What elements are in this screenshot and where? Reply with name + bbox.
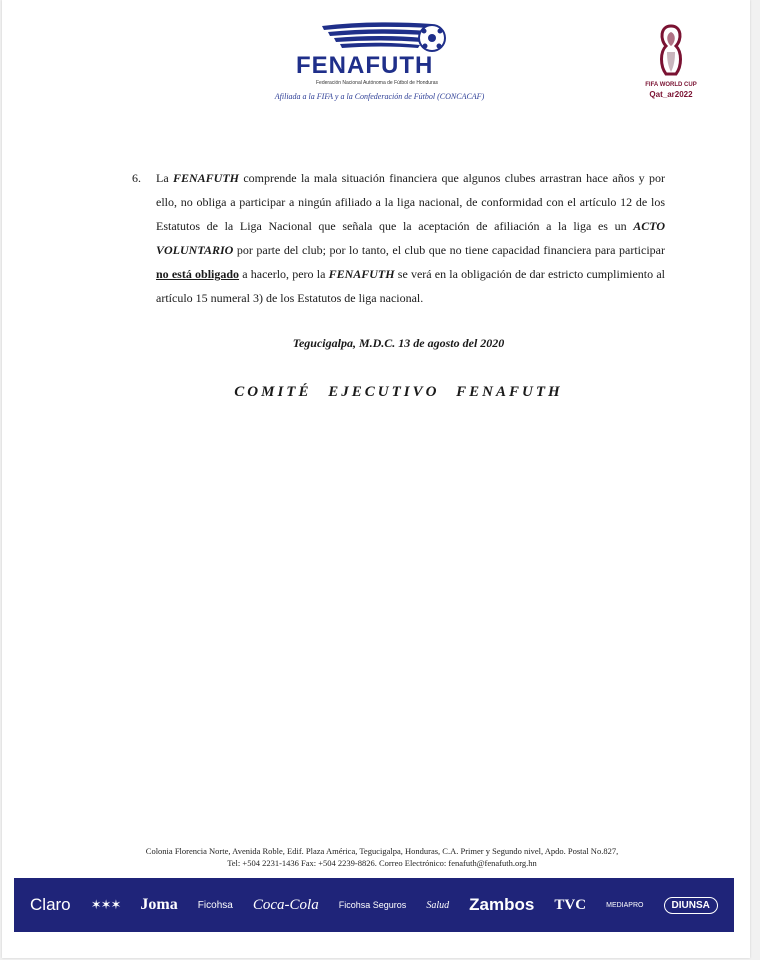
sponsor-diunsa: DIUNSA bbox=[664, 897, 718, 914]
sponsor-mediapro: MEDIAPRO bbox=[606, 901, 644, 909]
wc-title: FIFA WORLD CUP bbox=[645, 82, 697, 88]
sponsor-salud: Salud bbox=[426, 899, 450, 911]
paragraph-segment: comprende la mala situación financiera que algunos clubes arrastran hace años y por ello, no obliga a participar a ningún afiliado a la liga nacional, de conformidad con el artículo 12 de los Estatutos de la Liga Nacional que señala que la aceptación de afiliación a la liga es un bbox=[156, 171, 665, 233]
document-page bbox=[2, 0, 750, 958]
bold-fenafuth: FENAFUTH bbox=[172, 171, 239, 185]
footer-address: Colonia Florencia Norte, Avenida Roble, Edif. Plaza América, Tegucigalpa, Honduras, C.A. Primer y Segundo nivel, Apdo. Postal No.827, bbox=[145, 846, 619, 856]
paragraph-segment: La bbox=[156, 171, 173, 185]
sponsor-ficohsa: Ficohsa bbox=[197, 899, 233, 911]
sponsor-ficohsa-seguros: Ficohsa Seguros bbox=[338, 900, 407, 910]
committee-signature: COMITÉ EJECUTIVO FENAFUTH bbox=[234, 384, 563, 400]
footer-contact: Tel: +504 2231-1436 Fax: +504 2239-8826. Correo Electrónico: fenafuth@fenafuth.org.hn bbox=[227, 858, 537, 868]
date-line: Tegucigalpa, M.D.C. 13 de agosto del 2020 bbox=[292, 336, 505, 350]
paragraph-segment: se verá en la obligación de dar estricto cumplimiento al artículo 15 numeral 3) de los Estatutos de liga nacional. bbox=[156, 267, 665, 305]
clause-paragraph bbox=[156, 166, 665, 310]
affiliation-line: Afiliada a la FIFA y a la Confederación de Fútbol (CONCACAF) bbox=[274, 92, 485, 101]
sponsor-coca-cola: Coca-Cola bbox=[252, 896, 319, 913]
wc-subtitle: Qat_ar2022 bbox=[649, 90, 693, 99]
sponsor-zambos: Zambos bbox=[469, 895, 535, 914]
sponsor-honduras-mark-icon: ✶✶✶ bbox=[90, 897, 121, 912]
logo-text: FENAFUTH bbox=[296, 52, 434, 79]
swoosh-ball-icon bbox=[292, 18, 462, 54]
clause-number: 6. bbox=[132, 171, 141, 185]
underlined-no-obligado: no está obligado bbox=[156, 267, 240, 281]
sponsor-joma: Joma bbox=[140, 896, 178, 913]
paragraph-segment: a hacerlo, pero la bbox=[239, 267, 329, 281]
sponsor-tvc: TVC bbox=[554, 896, 587, 913]
paragraph-segment: por parte del club; por lo tanto, el club que no tiene capacidad financiera para participar bbox=[233, 243, 665, 257]
logo-subtitle: Federación Nacional Autónoma de Fútbol de Honduras bbox=[315, 80, 439, 86]
world-cup-logo bbox=[636, 22, 706, 102]
bold-fenafuth: FENAFUTH bbox=[328, 267, 395, 281]
fenafuth-logo bbox=[292, 18, 462, 88]
sponsor-claro: Claro bbox=[30, 895, 71, 914]
sponsor-bar bbox=[14, 878, 734, 932]
world-cup-emblem-icon bbox=[636, 22, 706, 80]
bold-acto-voluntario: ACTO VOLUNTARIO bbox=[156, 219, 665, 257]
